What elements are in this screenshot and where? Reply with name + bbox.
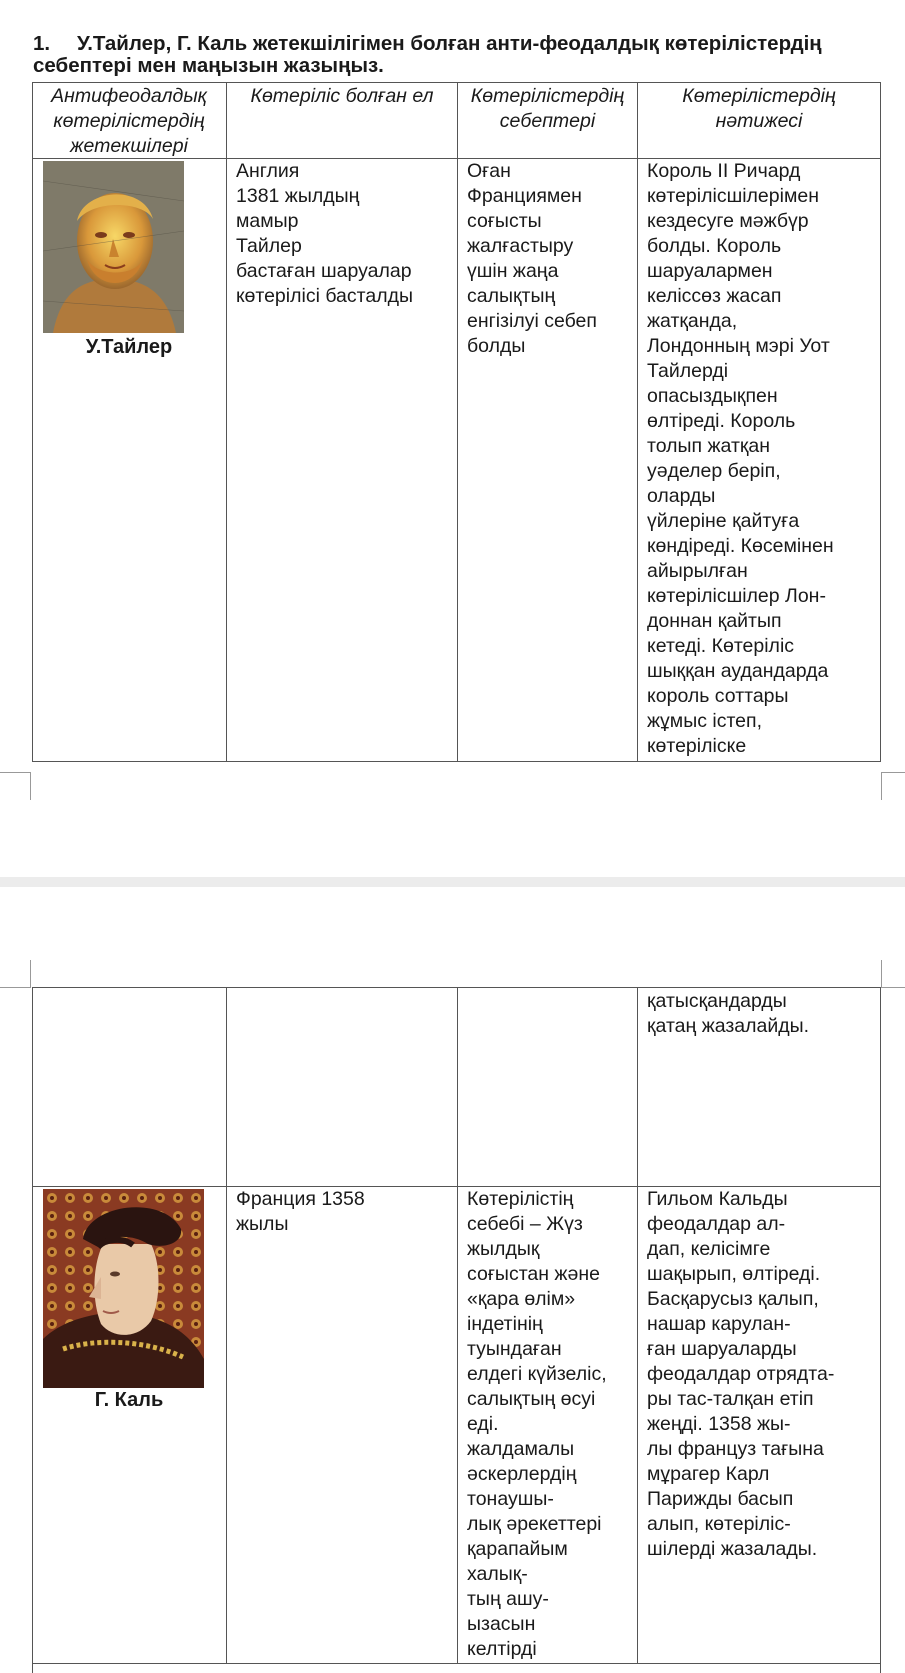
row1-results-line: келіссөз жасап	[647, 285, 782, 307]
row1-results-line: опасыздықпен	[647, 385, 778, 407]
tyler-portrait	[43, 161, 184, 333]
header-causes-line: себептері	[499, 110, 596, 132]
task-number: 1.	[33, 32, 51, 55]
header-causes-line: Көтерілістердің	[470, 85, 625, 107]
row2-causes-line: келтірді	[467, 1638, 537, 1660]
row2-causes-line: індетінің	[467, 1313, 543, 1335]
page2-column-divider-1	[226, 987, 227, 1663]
header-leaders-line: көтерілістердің	[53, 110, 205, 132]
table-right-border	[880, 82, 881, 762]
row1-country-line: мамыр	[236, 210, 299, 232]
header-leaders-line: Антифеодалдық	[51, 85, 207, 107]
row1-causes-line: үшін жаңа	[467, 260, 559, 282]
row2-results-line: мұрагер Карл	[647, 1463, 770, 1485]
column-divider-1	[226, 82, 227, 762]
row2-results-line: ған шаруаларды	[647, 1338, 797, 1360]
row1-results-line: уәделер беріп,	[647, 460, 781, 482]
row1-country-line: 1381 жылдың	[236, 185, 360, 207]
header-leaders-line: жетекшілері	[70, 135, 188, 157]
row1-results-line: жұмыс істеп,	[647, 710, 763, 732]
row1-results-line: шаруалармен	[647, 260, 773, 282]
row2-causes-line: жылдық	[467, 1238, 540, 1260]
row1-results-line: көтерілісшілерімен	[647, 185, 819, 207]
crop-mark-bottom-left-v	[30, 772, 31, 800]
task-heading-line-2: себептері мен маңызын жазыңыз.	[33, 54, 384, 77]
row2-causes-line: тың ашу-	[467, 1588, 549, 1610]
row1-results-continued-line: қатаң жазалайды.	[647, 1015, 810, 1037]
page2-table-left-border	[32, 987, 33, 1673]
row2-causes-line: себебі – Жүз	[467, 1213, 583, 1235]
header-results-line: нәтижесі	[715, 110, 803, 132]
row1-results-line: толып жатқан	[647, 435, 771, 457]
row2-causes-line: салықтың өсуі	[467, 1388, 596, 1410]
row1-results-line: көтеріліске	[647, 735, 747, 757]
page2-column-divider-3	[637, 987, 638, 1663]
header-causes	[459, 84, 636, 134]
column-divider-3	[637, 82, 638, 762]
row2-results-line: Басқарусыз қалып,	[647, 1288, 819, 1310]
row2-results-line: феодалдар ал-	[647, 1213, 786, 1235]
row1-results-line: көтерілісшілер Лон-	[647, 585, 826, 607]
crop-mark-top-left-h	[0, 987, 30, 988]
row2-results-line: алып, көтеріліс-	[647, 1513, 791, 1535]
table-left-border	[32, 82, 33, 762]
row2-causes-line: тонаушы-	[467, 1488, 554, 1510]
row1-results-line: кездесуге мәжбүр	[647, 210, 809, 232]
row1-country	[236, 159, 454, 309]
row2-causes-line: еді.	[467, 1413, 499, 1435]
row2-country	[236, 1187, 454, 1237]
row2-results-line: шілерді жазалады.	[647, 1538, 818, 1560]
row2-results-line: ры тас-талқан етіп	[647, 1388, 814, 1410]
row2-causes-line: Көтерілістің	[467, 1188, 574, 1210]
row2-results-line: феодалдар отрядта-	[647, 1363, 835, 1385]
crop-mark-top-right-v	[881, 960, 882, 988]
tyler-name: У.Тайлер	[85, 336, 173, 358]
header-country	[228, 84, 456, 109]
row2-results	[647, 1187, 879, 1562]
row1-results-line: айырылған	[647, 560, 748, 582]
row1-causes-line: болды	[467, 335, 526, 357]
crop-mark-bottom-right-h	[882, 772, 905, 773]
row2-causes-line: әскерлердің	[467, 1463, 577, 1485]
row2-results-line: Парижды басып	[647, 1488, 794, 1510]
row2-results-line: Гильом Кальды	[647, 1188, 788, 1210]
header-leaders	[34, 84, 224, 159]
row1-causes-line: енгізілуі себеп	[467, 310, 597, 332]
page2-table-right-border	[880, 987, 881, 1673]
page2-column-divider-2	[457, 987, 458, 1663]
row2-results-line: дап, келісімге	[647, 1238, 771, 1260]
row1-results-line: кетеді. Көтеріліс	[647, 635, 795, 657]
row2-country-line: жылы	[236, 1213, 289, 1235]
row2-results-line: жеңді. 1358 жы-	[647, 1413, 791, 1435]
row1-results-line: Тайлерді	[647, 360, 729, 382]
row1-results-line: болды. Король	[647, 235, 782, 257]
column-divider-2	[457, 82, 458, 762]
row2-causes-line: лық әрекеттері	[467, 1513, 602, 1535]
row1-results	[647, 159, 879, 759]
kal-portrait	[43, 1189, 204, 1388]
row1-results-line: оларды	[647, 485, 716, 507]
crop-mark-top-right-h	[882, 987, 905, 988]
row1-country-line: бастаған шаруалар	[236, 260, 412, 282]
row1-results-line: көндіреді. Көсемінен	[647, 535, 834, 557]
page2-table-bottom-border	[32, 1663, 881, 1664]
row1-results-continued-line: қатысқандарды	[647, 990, 787, 1012]
row1-results-line: өлтіреді. Король	[647, 410, 796, 432]
row2-causes-line: халық-	[467, 1563, 528, 1585]
row1-results-line: Лондонның мэрі Уот	[647, 335, 830, 357]
row2-results-line: нашар карулан-	[647, 1313, 791, 1335]
header-country-line: Көтеріліс болған ел	[250, 85, 434, 107]
row2-causes-line: жалдамалы	[467, 1438, 575, 1460]
task-heading	[33, 33, 883, 77]
row1-results-line: Король ІІ Ричард	[647, 160, 801, 182]
task-heading-line-1: У.Тайлер, Г. Каль жетекшілігімен болған анти-феодалдық көтерілістердің	[77, 32, 822, 55]
row1-causes-line: жалғастыру	[467, 235, 574, 257]
row1-country-line: Тайлер	[236, 235, 302, 257]
row2-causes	[467, 1187, 635, 1662]
row1-results-line: жатқанда,	[647, 310, 738, 332]
row2-causes-line: қарапайым	[467, 1538, 568, 1560]
row2-causes-line: соғыстан және	[467, 1263, 600, 1285]
row1-causes-line: Франциямен	[467, 185, 582, 207]
row1-country-line: Англия	[236, 160, 300, 182]
row2-results-line: лы француз тағына	[647, 1438, 824, 1460]
crop-mark-bottom-left-h	[0, 772, 30, 773]
row1-results-line: үйлеріне қайтуға	[647, 510, 800, 532]
row1-causes-line: соғысты	[467, 210, 542, 232]
row2-results-line: шақырып, өлтіреді.	[647, 1263, 821, 1285]
row1-causes-line: салықтың	[467, 285, 556, 307]
header-results	[639, 84, 879, 134]
row1-results-line: шыққан аудандарда	[647, 660, 829, 682]
row1-results-continued	[647, 989, 879, 1039]
row2-causes-line: туындаған	[467, 1338, 562, 1360]
row2-causes-line: ызасын	[467, 1613, 536, 1635]
row2-causes-line: «қара өлім»	[467, 1288, 576, 1310]
page-separator	[0, 877, 905, 887]
crop-mark-bottom-right-v	[881, 772, 882, 800]
row1-results-line: король соттары	[647, 685, 789, 707]
row2-country-line: Франция 1358	[236, 1188, 365, 1210]
row1-causes	[467, 159, 635, 359]
header-results-line: Көтерілістердің	[682, 85, 836, 107]
row1-country-line: көтерілісі басталды	[236, 285, 413, 307]
document-page-2	[0, 887, 905, 1673]
crop-mark-top-left-v	[30, 960, 31, 988]
row2-causes-line: елдегі күйзеліс,	[467, 1363, 607, 1385]
row1-causes-line: Оған	[467, 160, 511, 182]
row1-results-line: доннан қайтып	[647, 610, 782, 632]
kal-name: Г. Каль	[94, 1389, 164, 1411]
